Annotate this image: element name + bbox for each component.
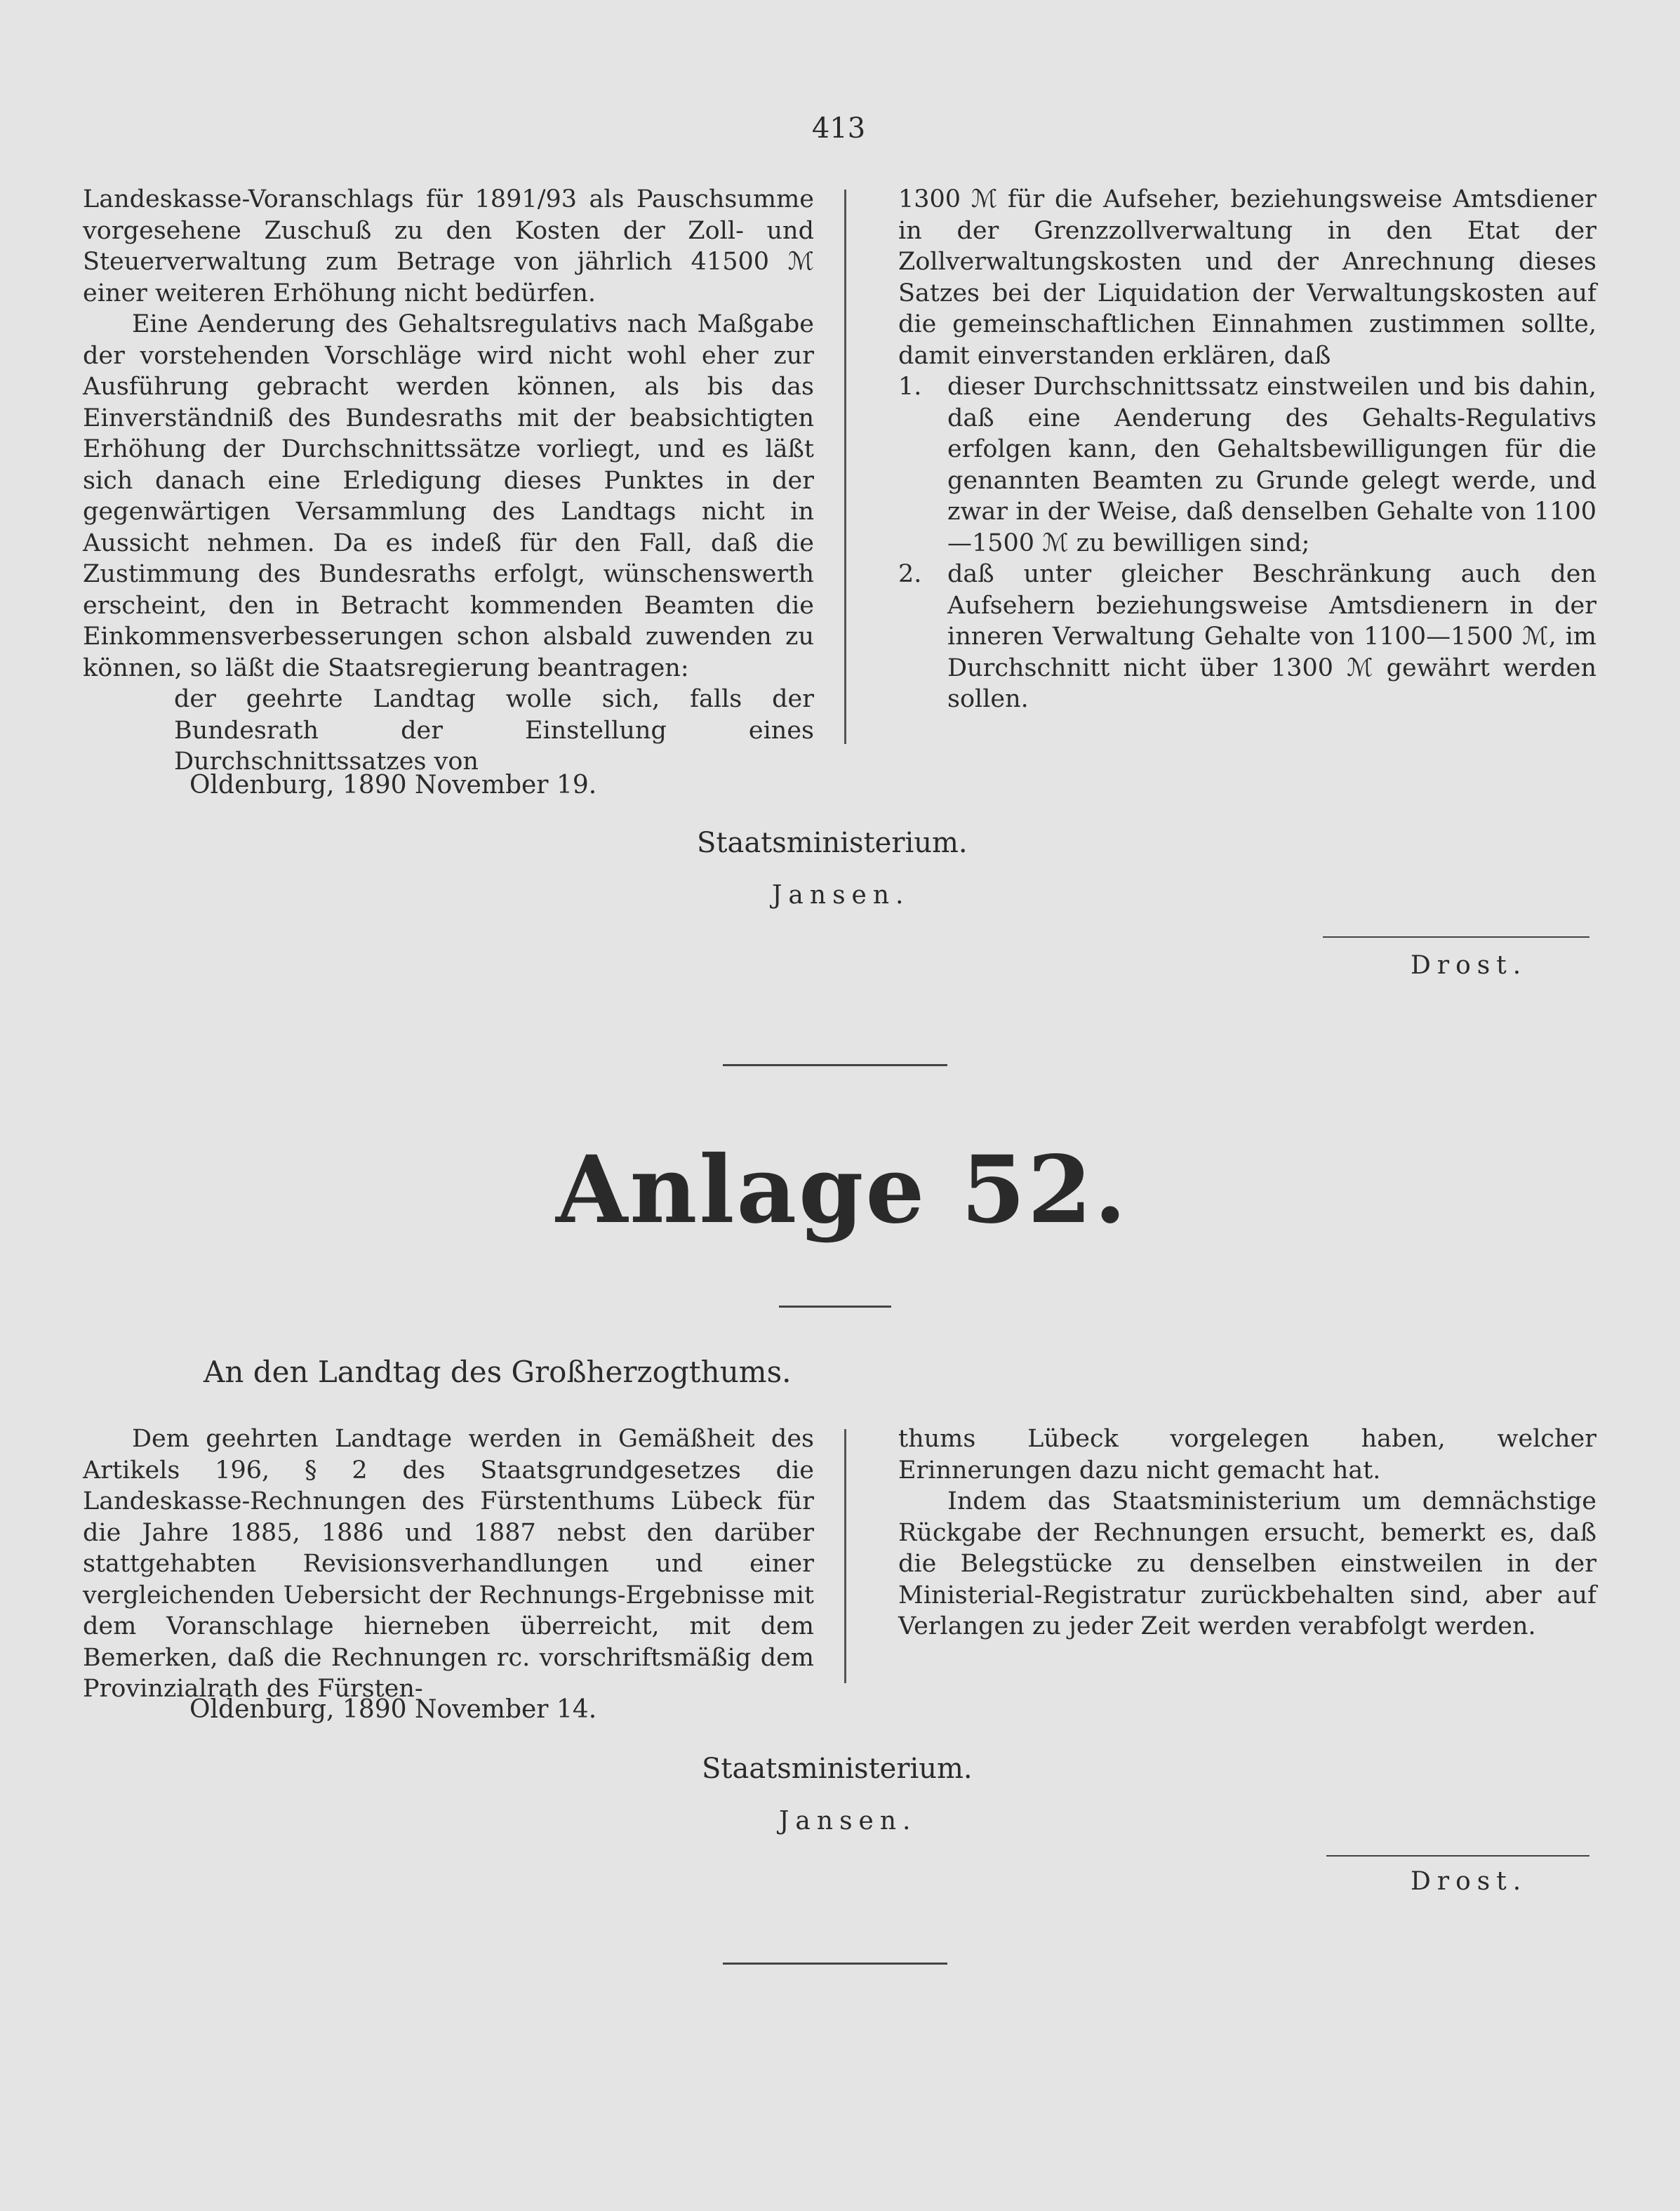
paragraph: Eine Aenderung des Gehaltsregulativs nach Maßgabe der vorstehenden Vorschläge wird nicht wohl eher zur Ausführung gebracht werden können, als bis das Einverständniß des Bundesraths mit der beabsichtigten Erhöhung der Durchschnittssätze vorliegt, und es läßt sich danach eine Erledigung dieses Punktes in der gegenwärtigen Versammlung des Landtags nicht in Aussicht nehmen. Da es indeß für den Fall, daß die Zustimmung des Bundesraths erfolgt, wünschenswerth erscheint, den in Betracht kommenden Beamten die Einkommensverbesserungen schon alsbald zuwenden zu können, so läßt die Staatsregierung beantragen: — [83, 310, 814, 682]
section-divider — [723, 1963, 947, 1965]
place-date: Oldenburg, 1890 November 19. — [189, 771, 597, 799]
section2-left-column — [83, 1423, 814, 1705]
section1-left-column — [83, 184, 814, 778]
signature-rule — [1326, 1855, 1589, 1857]
place-date: Oldenburg, 1890 November 14. — [189, 1695, 597, 1724]
ministry-name: Staatsministerium. — [697, 827, 968, 859]
list-item — [898, 371, 1596, 559]
section1-right-column — [898, 184, 1596, 715]
column-divider — [844, 1429, 846, 1683]
paragraph: thums Lübeck vorgelegen haben, welcher Erinnerungen dazu nicht gemacht hat. — [898, 1425, 1596, 1485]
signature-name: Jansen. — [779, 1807, 917, 1835]
section2-right-column — [898, 1423, 1596, 1642]
signature-name: Jansen. — [772, 881, 910, 910]
motion-paragraph: der geehrte Landtag wolle sich, falls der Bundesrath der Einstellung eines Durchschnittssatzes von — [174, 685, 814, 776]
signature-rule — [1323, 936, 1589, 938]
paragraph: Indem das Staatsministerium um demnächstige Rückgabe der Rechnungen ersucht, bemerkt es, daß die Belegstücke zu denselben einstweilen in der Ministerial-Registratur zurückbehalten sind, aber auf Verlangen zu jeder Zeit werden verabfolgt werden. — [898, 1487, 1596, 1640]
paragraph: 1300 ℳ für die Aufseher, beziehungsweise Amtsdiener in der Grenzzollverwaltung in den Etat der Zollverwaltungskosten und der Anrechnung dieses Satzes bei der Liquidation der Verwaltungskosten auf die gemeinschaftlichen Einnahmen zustimmen sollte, damit einverstanden erklären, daß — [898, 185, 1596, 370]
signature-name: Drost. — [1411, 1867, 1528, 1896]
annex-title: Anlage 52. — [556, 1136, 1128, 1244]
section-divider — [723, 1064, 947, 1066]
paragraph: Dem geehrten Landtage werden in Gemäßheit des Artikels 196, § 2 des Staatsgrundgesetzes die Landeskasse-Rechnungen des Fürstenthums Lübeck für die Jahre 1885, 1886 und 1887 nebst den darüber stattgehabten Revisionsverhandlungen und einer vergleichenden Uebersicht der Rechnungs-Ergebnisse mit dem Voranschlage hierneben überreicht, mit dem Bemerken, daß die Rechnungen rc. vorschriftsmäßig dem Provinzialrath des Fürsten- — [83, 1425, 814, 1703]
list-text: daß unter gleicher Beschränkung auch den Aufsehern beziehungsweise Amtsdienern in der inneren Verwaltung Gehalte von 1100—1500 ℳ, im Durchschnitt nicht über 1300 ℳ gewährt werden sollen. — [947, 560, 1596, 713]
paragraph: Landeskasse-Voranschlags für 1891/93 als Pauschsumme vorgesehene Zuschuß zu den Kosten der Zoll- und Steuerverwaltung zum Betrage von jährlich 41500 ℳ einer weiteren Erhöhung nicht bedürfen. — [83, 185, 814, 307]
list-text: dieser Durchschnittssatz einstweilen und bis dahin, daß eine Aenderung des Gehalts-Regulativs erfolgen kann, den Gehaltsbewilligungen für die genannten Beamten zu Grunde gelegt werde, und zwar in der Weise, daß denselben Gehalte von 1100—1500 ℳ zu bewilligen sind; — [947, 373, 1596, 557]
list-number: 2. — [898, 560, 922, 588]
column-divider — [844, 190, 846, 744]
page-number: 413 — [811, 112, 866, 145]
list-item — [898, 559, 1596, 715]
signature-name: Drost. — [1411, 951, 1528, 980]
letter-heading: An den Landtag des Großherzogthums. — [204, 1355, 792, 1389]
list-number: 1. — [898, 373, 922, 401]
title-rule — [779, 1306, 891, 1308]
ministry-name: Staatsministerium. — [702, 1753, 973, 1785]
